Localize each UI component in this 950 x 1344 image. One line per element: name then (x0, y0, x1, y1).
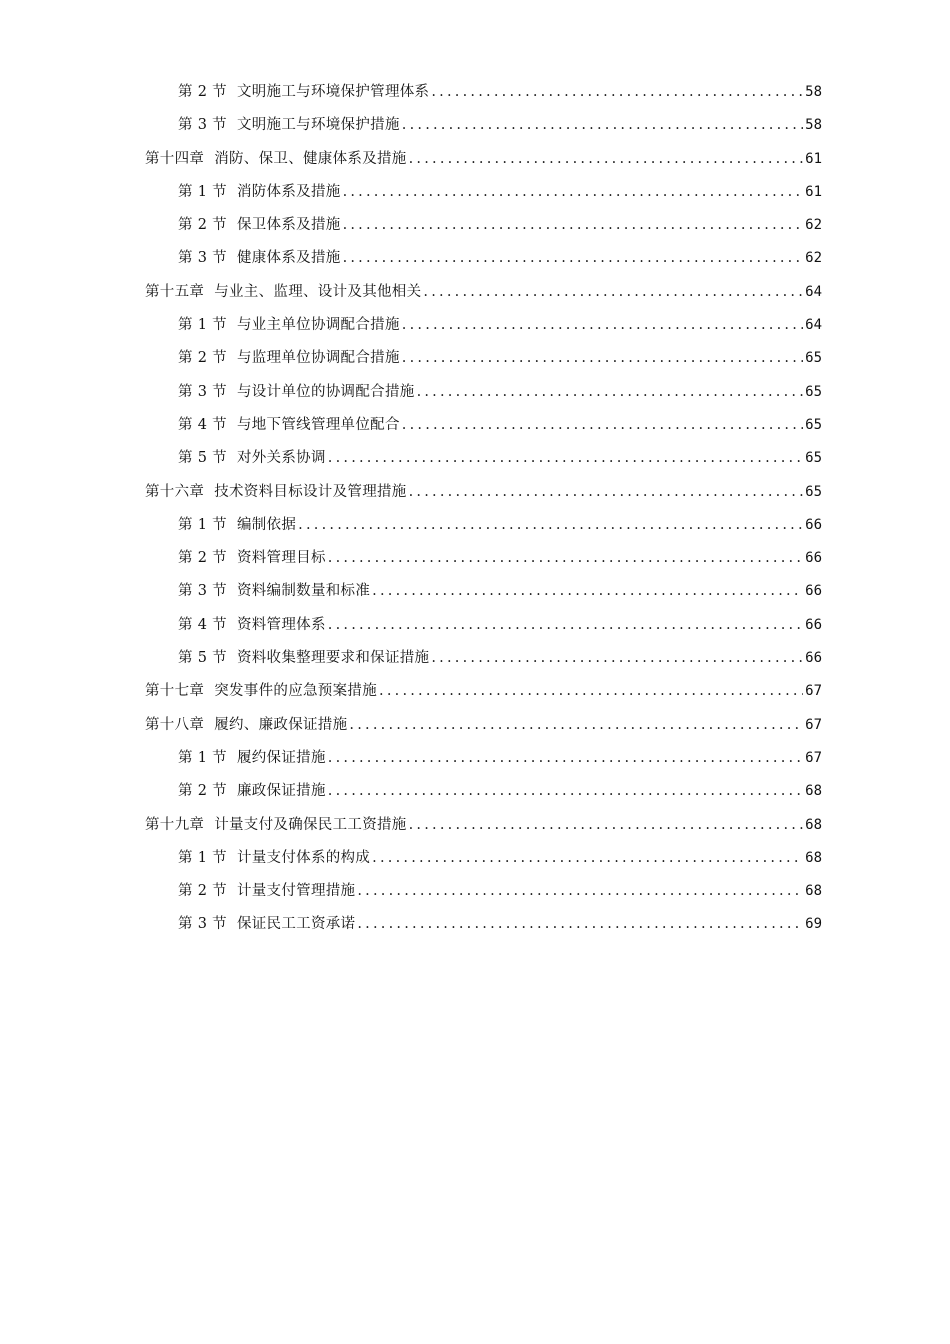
dot-leader (409, 143, 804, 176)
toc-entry-title: 健康体系及措施 (236, 250, 341, 267)
toc-entry-page: 65 (805, 416, 822, 433)
toc-entry-number: 第 2 节 (178, 550, 227, 567)
toc-entry-title: 资料管理目标 (236, 550, 326, 567)
toc-entry-title: 文明施工与环境保护措施 (236, 117, 400, 134)
dot-leader (328, 542, 803, 575)
toc-entry-number: 第 1 节 (178, 183, 227, 200)
toc-chapter-entry[interactable] (0, 276, 950, 309)
toc-entry[interactable] (0, 875, 950, 908)
toc-entry-title: 资料编制数量和标准 (236, 583, 371, 600)
dot-leader (409, 476, 804, 509)
toc-entry-number: 第十六章 (145, 483, 205, 500)
toc-entry-page: 62 (805, 217, 822, 234)
toc-entry-page: 66 (805, 650, 822, 667)
toc-entry[interactable] (0, 442, 950, 475)
toc-entry[interactable] (0, 542, 950, 575)
dot-leader (379, 675, 803, 708)
dot-leader (343, 242, 804, 275)
toc-entry-number: 第 2 节 (178, 84, 227, 100)
dot-leader (423, 276, 803, 309)
dot-leader (417, 376, 804, 409)
toc-entry-page: 62 (805, 250, 822, 267)
toc-chapter-entry[interactable] (0, 709, 950, 742)
toc-entry-title: 与业主、监理、设计及其他相关 (214, 283, 422, 300)
toc-entry-number: 第 1 节 (178, 849, 227, 866)
toc-entry-number: 第 2 节 (178, 883, 227, 900)
toc-entry-number: 第 5 节 (178, 650, 227, 667)
toc-entry-title: 技术资料目标设计及管理措施 (214, 483, 407, 500)
toc-entry-number: 第 2 节 (178, 217, 227, 234)
toc-entry-title: 与地下管线管理单位配合 (236, 416, 400, 433)
toc-entry-number: 第十八章 (145, 716, 205, 733)
toc-entry-page: 67 (805, 716, 822, 733)
dot-leader (409, 809, 804, 842)
toc-entry-page: 66 (805, 550, 822, 567)
toc-entry-number: 第 2 节 (178, 350, 227, 367)
toc-entry-title: 资料管理体系 (236, 616, 326, 633)
toc-entry-page: 68 (805, 816, 822, 833)
toc-entry-page: 66 (805, 616, 822, 633)
toc-entry-number: 第十七章 (145, 683, 205, 700)
toc-entry-title: 廉政保证措施 (236, 783, 326, 800)
toc-entry-page: 67 (805, 683, 822, 700)
toc-entry-title: 计量支付及确保民工工资措施 (214, 816, 407, 833)
dot-leader (328, 442, 803, 475)
toc-entry[interactable] (0, 509, 950, 542)
toc-entry-page: 64 (805, 317, 822, 334)
dot-leader (328, 742, 803, 775)
dot-leader (298, 509, 803, 542)
dot-leader (328, 775, 803, 808)
toc-entry[interactable] (0, 309, 950, 342)
toc-entry[interactable] (0, 908, 950, 941)
toc-entry-title: 突发事件的应急预案措施 (214, 683, 378, 700)
toc-entry[interactable] (0, 642, 950, 675)
toc-entry-number: 第 3 节 (178, 583, 227, 600)
toc-entry-title: 与业主单位协调配合措施 (236, 317, 400, 334)
toc-chapter-entry[interactable] (0, 476, 950, 509)
toc-entry-number: 第 5 节 (178, 450, 227, 467)
toc-entry-number: 第 3 节 (178, 117, 227, 134)
toc-entry[interactable] (0, 209, 950, 242)
toc-entry-title: 与设计单位的协调配合措施 (236, 383, 415, 400)
toc-entry[interactable] (0, 242, 950, 275)
toc-entry-title: 对外关系协调 (236, 450, 326, 467)
toc-entry-page: 65 (805, 483, 822, 500)
toc-entry[interactable] (0, 76, 950, 109)
toc-entry-page: 61 (805, 183, 822, 200)
toc-chapter-entry[interactable] (0, 675, 950, 708)
toc-entry-title: 编制依据 (236, 516, 297, 533)
dot-leader (372, 575, 803, 608)
toc-entry-number: 第 1 节 (178, 317, 227, 334)
toc-entry-page: 61 (805, 150, 822, 167)
toc-entry-number: 第十五章 (145, 283, 205, 300)
dot-leader (343, 176, 804, 209)
toc-entry-page: 65 (805, 383, 822, 400)
toc-entry-number: 第 4 节 (178, 616, 227, 633)
toc-entry-title: 资料收集整理要求和保证措施 (236, 650, 430, 667)
toc-entry-title: 消防体系及措施 (236, 183, 341, 200)
toc-entry-page: 58 (805, 84, 822, 100)
toc-entry-page: 66 (805, 516, 822, 533)
toc-entry-number: 第 3 节 (178, 383, 227, 400)
dot-leader (431, 642, 803, 675)
toc-entry[interactable] (0, 376, 950, 409)
dot-leader (343, 209, 804, 242)
dot-leader (402, 109, 803, 142)
dot-leader (357, 908, 803, 941)
toc-entry-number: 第 3 节 (178, 250, 227, 267)
toc-entry-number: 第 3 节 (178, 916, 227, 933)
dot-leader (402, 409, 803, 442)
dot-leader (431, 76, 803, 109)
dot-leader (372, 842, 803, 875)
toc-entry-number: 第十九章 (145, 816, 205, 833)
toc-entry-number: 第 2 节 (178, 783, 227, 800)
toc-entry-number: 第 4 节 (178, 416, 227, 433)
table-of-contents (0, 76, 950, 942)
toc-entry[interactable] (0, 109, 950, 142)
toc-entry-number: 第十四章 (145, 150, 205, 167)
toc-entry[interactable] (0, 842, 950, 875)
toc-entry-page: 69 (805, 916, 822, 933)
toc-entry[interactable] (0, 775, 950, 808)
dot-leader (402, 309, 803, 342)
toc-entry-page: 65 (805, 350, 822, 367)
toc-entry-page: 58 (805, 117, 822, 134)
toc-chapter-entry[interactable] (0, 143, 950, 176)
dot-leader (328, 609, 803, 642)
toc-entry[interactable] (0, 742, 950, 775)
toc-entry-page: 68 (805, 849, 822, 866)
toc-entry-title: 消防、保卫、健康体系及措施 (214, 150, 407, 167)
toc-entry-page: 67 (805, 749, 822, 766)
toc-entry-title: 文明施工与环境保护管理体系 (236, 84, 430, 100)
toc-entry-number: 第 1 节 (178, 749, 227, 766)
toc-entry-page: 66 (805, 583, 822, 600)
toc-chapter-entry[interactable] (0, 809, 950, 842)
toc-entry[interactable] (0, 342, 950, 375)
toc-entry-title: 履约保证措施 (236, 749, 326, 766)
toc-entry-page: 68 (805, 883, 822, 900)
toc-entry-title: 保证民工工资承诺 (236, 916, 356, 933)
toc-entry[interactable] (0, 409, 950, 442)
toc-entry-title: 履约、廉政保证措施 (214, 716, 348, 733)
toc-entry-title: 计量支付管理措施 (236, 883, 356, 900)
toc-entry-page: 65 (805, 450, 822, 467)
toc-entry[interactable] (0, 609, 950, 642)
dot-leader (349, 709, 803, 742)
dot-leader (402, 342, 803, 375)
toc-entry[interactable] (0, 575, 950, 608)
toc-entry-page: 64 (805, 283, 822, 300)
toc-entry-page: 68 (805, 783, 822, 800)
toc-entry-number: 第 1 节 (178, 516, 227, 533)
toc-entry[interactable] (0, 176, 950, 209)
toc-entry-title: 与监理单位协调配合措施 (236, 350, 400, 367)
dot-leader (357, 875, 803, 908)
toc-entry-title: 计量支付体系的构成 (236, 849, 371, 866)
toc-entry-title: 保卫体系及措施 (236, 217, 341, 234)
